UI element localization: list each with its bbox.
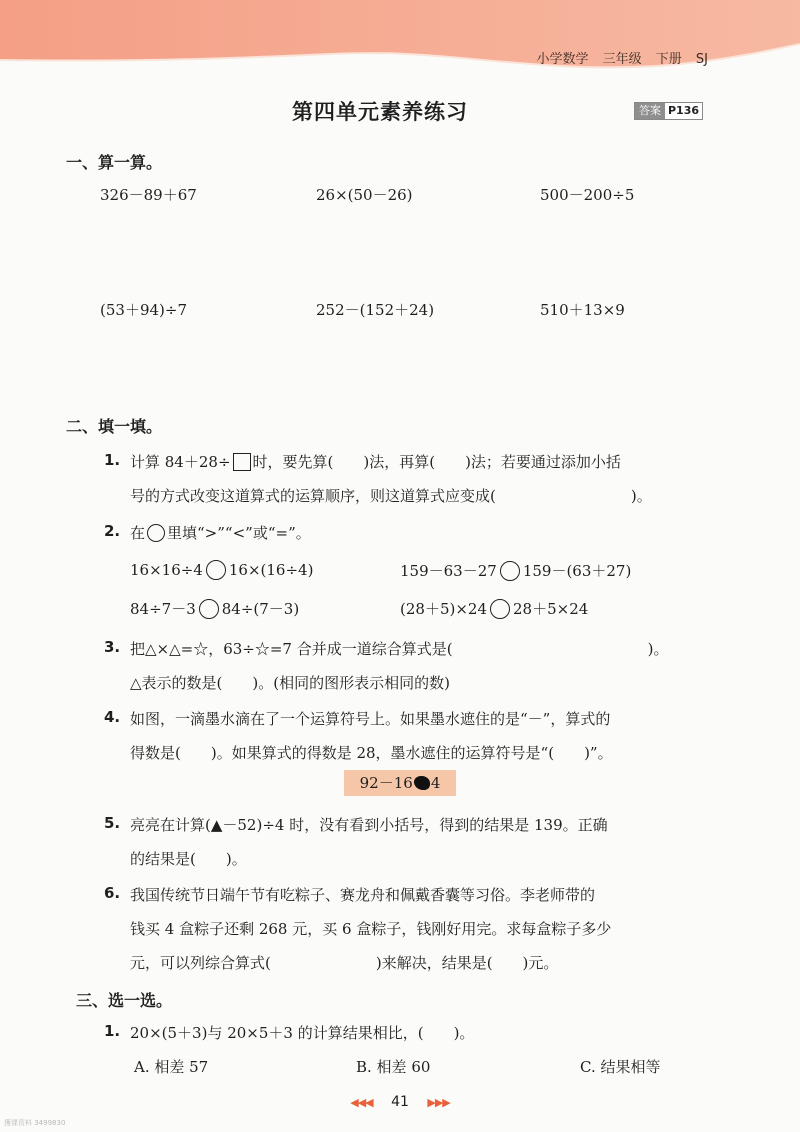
option-c[interactable]: C. 结果相等 (580, 1058, 661, 1076)
question-6-line-1: 我国传统节日端午节有吃粽子、赛龙舟和佩戴香囊等习俗。李老师带的 (130, 886, 596, 904)
question-number: 4. (104, 708, 121, 726)
page-title: 第四单元素养练习 (292, 100, 468, 124)
question-4-line-2: 得数是( )。如果算式的得数是 28，墨水遮住的运算符号是“( )”。 (130, 744, 613, 762)
question-number: 1. (104, 451, 121, 469)
calc-expression: 326－89＋67 (100, 186, 197, 204)
question-number: 2. (104, 522, 121, 540)
question-5-line-2: 的结果是( )。 (130, 850, 247, 868)
calc-expression: 252－(152＋24) (316, 301, 435, 319)
compare-circle[interactable] (206, 560, 226, 580)
question-3-line-2: △表示的数是( )。(相同的图形表示相同的数) (130, 674, 450, 692)
section-3-heading: 三、选一选。 (76, 991, 173, 1010)
answer-reference-badge[interactable] (634, 102, 703, 120)
question-1-line-2: 号的方式改变这道算式的运算顺序，则这道算式应变成( )。 (130, 487, 652, 505)
question-5-line-1: 亮亮在计算(▲－52)÷4 时，没有看到小括号，得到的结果是 139。正确 (130, 816, 608, 834)
question-4-line-1: 如图，一滴墨水滴在了一个运算符号上。如果墨水遮住的是“－”，算式的 (130, 710, 611, 728)
choice-question-1: 20×(5＋3)与 20×5＋3 的计算结果相比，( )。 (130, 1024, 475, 1042)
compare-circle[interactable] (490, 599, 510, 619)
compare-circle[interactable] (500, 561, 520, 581)
question-1-line-1: 计算 84＋28÷ 时，要先算( )法，再算( )法；若要通过添加小括 (130, 453, 621, 471)
subject-label: 小学数学 (536, 52, 589, 67)
page-footer (0, 1094, 800, 1110)
circle-blank-icon (147, 524, 165, 542)
breadcrumb (536, 48, 708, 67)
page-number: 41 (391, 1094, 409, 1110)
question-2-line-1: 在 里填“>”“<”或“=”。 (130, 524, 311, 542)
watermark: 獲课资料 3499830 (4, 1119, 66, 1127)
edition-label: SJ (695, 52, 708, 67)
option-a[interactable]: A. 相差 57 (134, 1058, 209, 1076)
question-number: 3. (104, 638, 121, 656)
compare-item: 84÷7－3 84÷(7－3) (130, 600, 300, 618)
calc-expression: 26×(50－26) (316, 186, 413, 204)
question-6-line-2: 钱买 4 盒粽子还剩 268 元，买 6 盒粽子，钱刚好用完。求每盒粽子多少 (130, 920, 612, 938)
right-arrows-icon: ▶▶▶ (427, 1096, 450, 1109)
ink-blot-icon (414, 776, 430, 790)
question-number: 6. (104, 884, 121, 902)
compare-item: (28＋5)×24 28＋5×24 (400, 600, 589, 618)
question-number: 1. (104, 1022, 121, 1040)
calc-expression: 500－200÷5 (540, 186, 635, 204)
section-1-heading: 一、算一算。 (66, 153, 163, 172)
answer-page: P136 (665, 103, 702, 119)
section-2-heading: 二、填一填。 (66, 417, 163, 436)
compare-item: 159－63－27 159－(63＋27) (400, 562, 632, 580)
square-blank-icon (233, 453, 251, 471)
left-arrows-icon: ◀◀◀ (350, 1096, 373, 1109)
volume-label: 下册 (655, 52, 682, 67)
calc-expression: (53＋94)÷7 (100, 301, 187, 319)
header-banner (0, 0, 800, 80)
compare-circle[interactable] (199, 599, 219, 619)
question-6-line-3: 元，可以列综合算式( )来解决，结果是( )元。 (130, 954, 559, 972)
answer-label: 答案 (635, 103, 665, 119)
question-number: 5. (104, 814, 121, 832)
question-3-line-1: 把△×△=☆，63÷☆=7 合并成一道综合算式是( )。 (130, 640, 669, 658)
grade-label: 三年级 (602, 52, 642, 67)
option-b[interactable]: B. 相差 60 (356, 1058, 431, 1076)
ink-blot-expression: 92－16 4 (344, 770, 456, 796)
calc-expression: 510＋13×9 (540, 301, 625, 319)
compare-item: 16×16÷4 16×(16÷4) (130, 561, 314, 579)
